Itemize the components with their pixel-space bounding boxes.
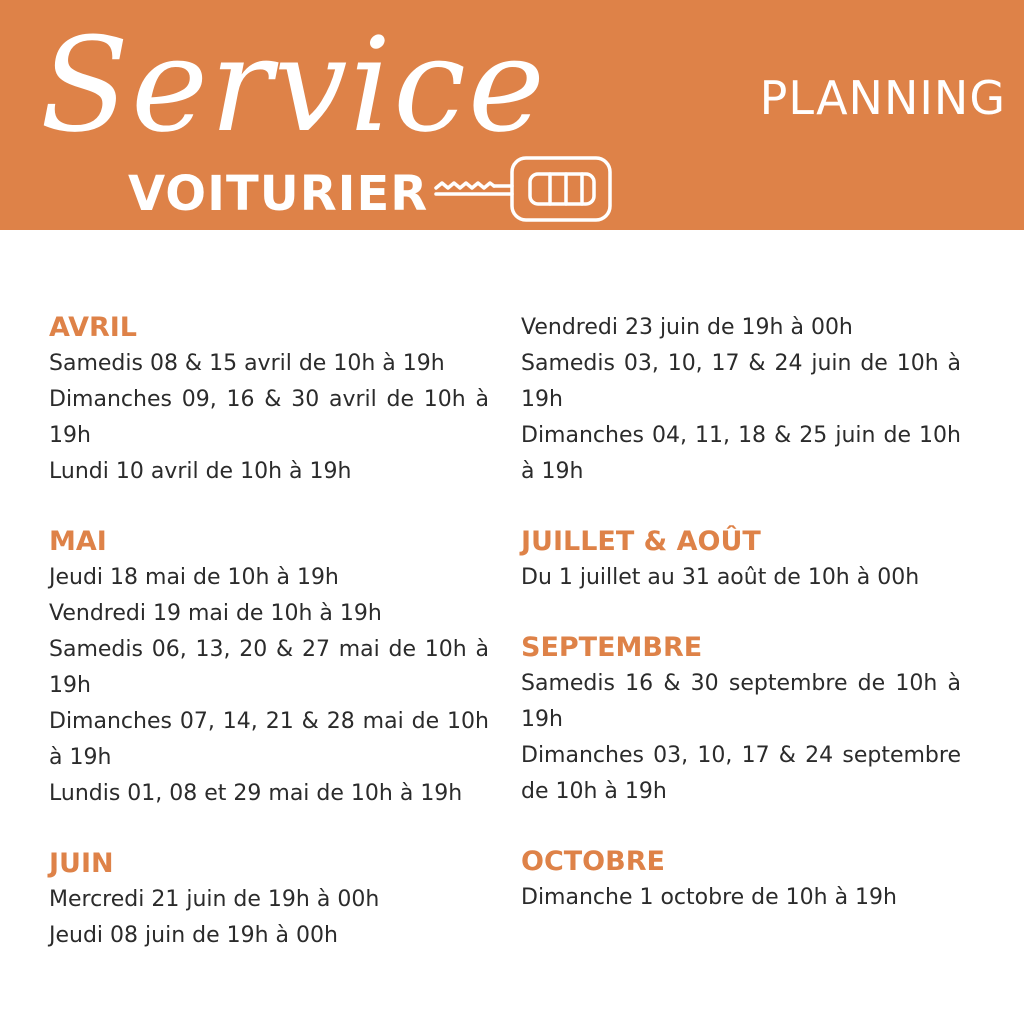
schedule-left-column <box>49 310 489 988</box>
schedule-line: Dimanche 1 octobre de 10h à 19h <box>521 885 897 910</box>
month-section-octobre <box>521 844 961 916</box>
schedule-line: Du 1 juillet au 31 août de 10h à 00h <box>521 565 920 590</box>
schedule-line: Dimanches 03, 10, 17 & 24 septembre de 10h à 19h <box>521 743 961 804</box>
schedule-line: Vendredi 19 mai de 10h à 19h <box>49 601 382 626</box>
month-section-juin-continued <box>521 310 961 490</box>
month-heading: JUIN <box>49 848 114 879</box>
month-heading: MAI <box>49 526 107 557</box>
schedule-line: Dimanches 07, 14, 21 & 28 mai de 10h à 19h <box>49 709 489 770</box>
schedule-line: Mercredi 21 juin de 19h à 00h <box>49 887 380 912</box>
schedule-line: Vendredi 23 juin de 19h à 00h <box>521 315 853 340</box>
schedule-line: Jeudi 08 juin de 19h à 00h <box>49 923 338 948</box>
schedule-line: Samedis 16 & 30 septembre de 10h à 19h <box>521 671 961 732</box>
service-script-title: Service <box>40 9 547 161</box>
month-section-juillet-aout <box>521 524 961 596</box>
month-heading: JUILLET & AOÛT <box>521 526 761 557</box>
schedule-right-column <box>521 310 961 950</box>
schedule-line: Dimanches 04, 11, 18 & 25 juin de 10h à 19h <box>521 423 961 484</box>
month-heading: SEPTEMBRE <box>521 632 703 663</box>
month-heading: AVRIL <box>49 312 138 343</box>
month-section-avril <box>49 310 489 490</box>
header-banner <box>0 0 1024 230</box>
schedule-line: Jeudi 18 mai de 10h à 19h <box>49 565 339 590</box>
schedule-line: Lundi 10 avril de 10h à 19h <box>49 459 352 484</box>
planning-label: PLANNING <box>759 71 1006 125</box>
month-section-septembre <box>521 630 961 810</box>
schedule-line: Lundis 01, 08 et 29 mai de 10h à 19h <box>49 781 463 806</box>
voiturier-subtitle: VOITURIER <box>128 166 429 222</box>
month-section-mai <box>49 524 489 812</box>
month-heading: OCTOBRE <box>521 846 665 877</box>
schedule-line: Dimanches 09, 16 & 30 avril de 10h à 19h <box>49 387 489 448</box>
schedule-line: Samedis 03, 10, 17 & 24 juin de 10h à 19h <box>521 351 961 412</box>
month-section-juin <box>49 846 489 954</box>
schedule-line: Samedis 08 & 15 avril de 10h à 19h <box>49 351 445 376</box>
schedule-line: Samedis 06, 13, 20 & 27 mai de 10h à 19h <box>49 637 489 698</box>
car-key-icon <box>432 150 617 225</box>
